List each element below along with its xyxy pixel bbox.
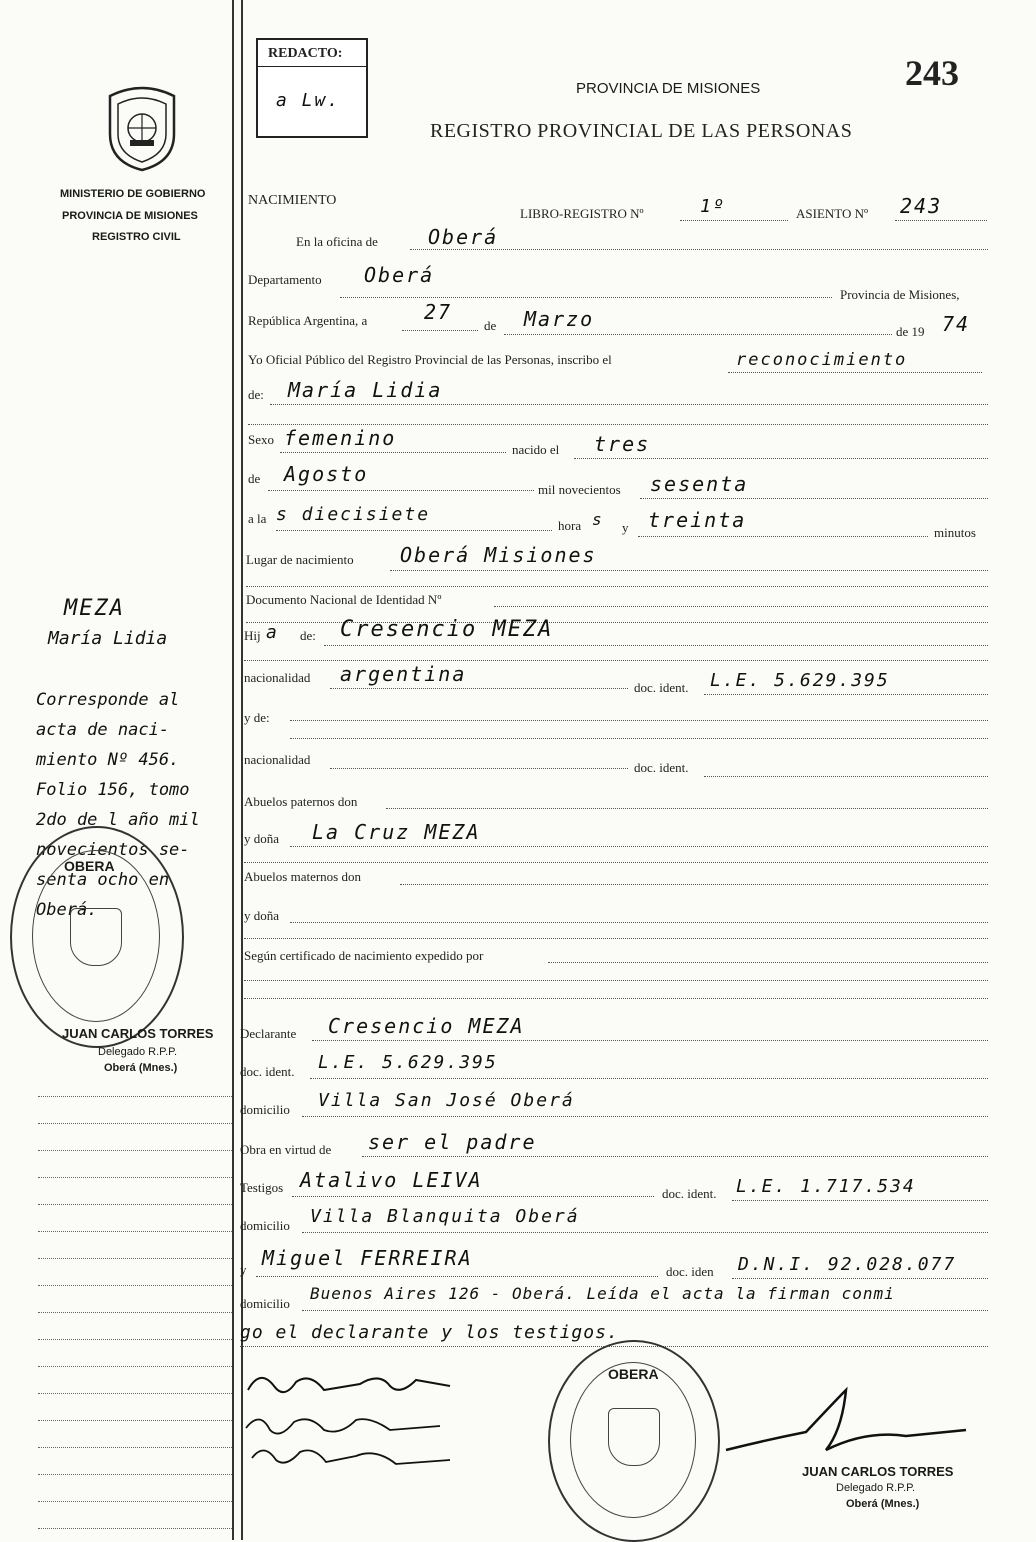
margin-dotted-rule [38,1231,232,1232]
margin-dotted-rule [38,1312,232,1313]
margin-dotted-rule [38,1096,232,1097]
margin-dotted-rule [38,1339,232,1340]
domicilio-t2-label: domicilio [240,1296,290,1311]
margin-note-line: senta ocho en [36,870,170,890]
margin-rule-left [232,0,234,1540]
abuela-p-value: La Cruz MEZA [312,820,481,844]
testigo2-value: Miguel FERREIRA [262,1246,473,1270]
domicilio-value: Villa San José Oberá [318,1090,575,1111]
testigo1-value: Atalivo LEIVA [300,1168,483,1192]
official-place-bottom: Oberá (Mnes.) [846,1498,920,1510]
minutos-label: minutos [934,525,976,540]
margin-note-line: Corresponde al [36,690,180,710]
margin-dotted-rule [38,1501,232,1502]
ala-label: a la [248,511,267,526]
margin-note-line: acta de naci- [36,720,170,740]
margin-dotted-rule [38,1123,232,1124]
nacido-value: tres [594,432,651,456]
segun-label: Según certificado de nacimiento expedido por [244,948,484,963]
margin-dotted-rule [38,1285,232,1286]
oficial-label: Yo Oficial Público del Registro Provincial de las Personas, inscribo el [248,352,612,367]
official-name-left: JUAN CARLOS TORRES [62,1026,214,1041]
official-role-left: Delegado R.P.P. [98,1046,178,1058]
page-number: 243 [905,53,959,93]
margin-surname: MEZA [64,596,125,621]
official-name-bottom: JUAN CARLOS TORRES [802,1464,954,1479]
margin-dotted-rule [38,1528,232,1529]
declarante-signature [240,1360,490,1410]
doc-decl-label: doc. ident. [240,1064,295,1079]
sexo-value: femenino [284,426,397,450]
registry-seal-left [10,826,184,1048]
margin-dotted-rule [38,1204,232,1205]
departamento-label: Departamento [248,272,322,287]
official-place-left: Oberá (Mnes.) [104,1062,178,1074]
redacto-box [256,38,368,138]
testigo1-signature [240,1406,460,1442]
testigo2-signature [246,1438,466,1474]
y-label: y [622,520,629,535]
dia-value: 27 [424,300,453,324]
margin-dotted-rule [38,1420,232,1421]
testigos-label: Testigos [240,1180,284,1195]
margin-name: María Lidia [48,628,168,649]
registry-seal-bottom [548,1340,720,1542]
nombre-value: María Lidia [288,378,443,402]
official-role-bottom: Delegado R.P.P. [836,1482,916,1494]
libro-value: 1º [700,196,726,217]
hij-label: Hij [244,628,261,643]
domicilio-t1-value: Villa Blanquita Oberá [310,1206,580,1227]
asiento-label: ASIENTO Nº [796,206,869,221]
seal-center-bottom: OBERA [608,1366,659,1382]
redacto-value: a Lw. [276,90,341,111]
de2-label: de [248,471,261,486]
margin-dotted-rule [38,1474,232,1475]
margin-dotted-rule [38,1150,232,1151]
hora-label: hora [558,518,582,533]
seal-center-left: OBERA [64,858,115,874]
lugar-value: Oberá Misiones [400,543,597,567]
official-signature [716,1380,986,1470]
mil-label: mil novecientos [538,482,621,497]
hij-de-label: de: [300,628,316,643]
section-nacimiento: NACIMIENTO [248,193,337,208]
obra-label: Obra en virtud de [240,1142,332,1157]
domicilio-label: domicilio [240,1102,290,1117]
hora-value: s diecisiete [276,504,431,525]
docident-value: L.E. 5.629.395 [710,670,890,691]
padre-value: Cresencio MEZA [340,617,554,642]
doc-t2-label: doc. iden [666,1264,714,1279]
margin-note-line: novecientos se- [36,840,190,860]
ydona2-label: y doña [244,908,280,923]
republica-label: República Argentina, a [248,313,368,328]
lugar-label: Lugar de nacimiento [246,552,354,567]
asiento-value: 243 [900,194,943,218]
doc-t2-value: D.N.I. 92.028.077 [738,1254,957,1275]
ministry-line-1: MINISTERIO DE GOBIERNO [60,188,206,200]
margin-note-line: Oberá. [36,900,98,920]
declarante-label: Declarante [240,1026,297,1041]
docident2-label: doc. ident. [634,760,689,775]
redacto-label: REDACTO: [268,46,343,61]
nacionalidad2-label: nacionalidad [244,752,311,767]
ministry-line-3: REGISTRO CIVIL [92,231,181,243]
abuelos-p-label: Abuelos paternos don [244,794,358,809]
margin-dotted-rule [38,1258,232,1259]
mes-nac-value: Agosto [284,462,369,486]
ministry-line-2: PROVINCIA DE MISIONES [62,210,198,222]
margin-note-line: 2do de l año mil [36,810,200,830]
domicilio-t1-label: domicilio [240,1218,290,1233]
libro-label: LIBRO-REGISTRO Nº [520,206,644,221]
declarante-value: Cresencio MEZA [328,1014,525,1038]
year-value: 74 [942,312,971,336]
de-label: de [484,318,497,333]
doc-decl-value: L.E. 5.629.395 [318,1052,498,1073]
sexo-label: Sexo [248,432,274,447]
nacionalidad-label: nacionalidad [244,670,311,685]
registry-title: REGISTRO PROVINCIAL DE LAS PERSONAS [430,120,853,142]
closing-value: go el declarante y los testigos. [240,1322,619,1343]
margin-dotted-rule [38,1447,232,1448]
y2-label: y [240,1262,247,1277]
obra-value: ser el padre [368,1130,537,1154]
province-heading: PROVINCIA DE MISIONES [576,80,761,97]
minutos-value: treinta [648,508,747,532]
coat-of-arms-emblem [100,82,184,172]
de-colon-label: de: [248,387,264,402]
dni-label: Documento Nacional de Identidad Nº [246,592,442,607]
oficina-value: Oberá [428,225,499,249]
mes-value: Marzo [524,307,595,331]
anio-nac-value: sesenta [650,472,749,496]
margin-note-line: miento Nº 456. [36,750,180,770]
nacionalidad-value: argentina [340,662,467,686]
doc-t1-value: L.E. 1.717.534 [736,1176,916,1197]
provincia-label: Provincia de Misiones, [840,287,960,302]
nacido-label: nacido el [512,442,560,457]
oficial-value: reconocimiento [736,350,908,370]
docident-label: doc. ident. [634,680,689,695]
yde-label: y de: [244,710,270,725]
hij-suffix: a [266,622,279,643]
margin-dotted-rule [38,1393,232,1394]
margin-dotted-rule [38,1366,232,1367]
margin-note-line: Folio 156, tomo [36,780,190,800]
oficina-label: En la oficina de [296,234,378,249]
domicilio-t2-value: Buenos Aires 126 - Oberá. Leída el acta la firman conmi [310,1284,895,1303]
abuelos-m-label: Abuelos maternos don [244,869,361,884]
doc-t1-label: doc. ident. [662,1186,717,1201]
departamento-value: Oberá [364,263,435,287]
margin-dotted-rule [38,1177,232,1178]
de-year-label: de 19 [896,324,925,339]
hora-s: s [592,510,604,529]
ydona-label: y doña [244,831,280,846]
